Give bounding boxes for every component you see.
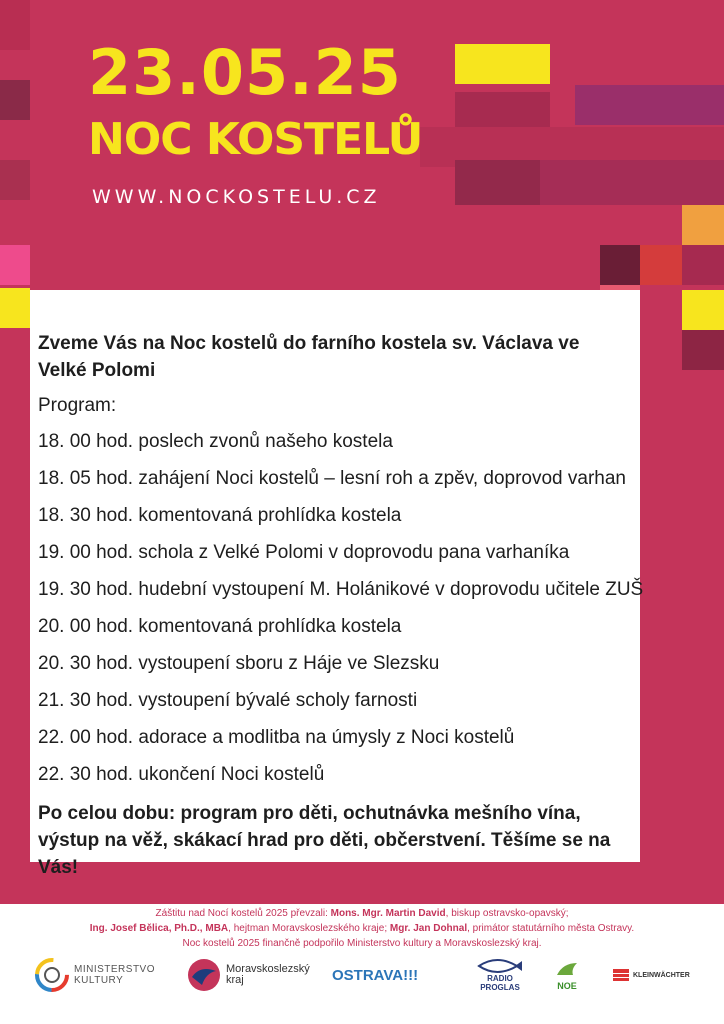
program-activity: vystoupení bývalé scholy farnosti: [138, 690, 418, 711]
program-row: [38, 650, 628, 687]
program-row: [38, 613, 628, 650]
program-time: 21. 30 hod.: [38, 690, 134, 711]
program-content: [38, 330, 644, 881]
program-time: 22. 00 hod.: [38, 727, 134, 748]
program-row: [38, 502, 628, 539]
program-row: [38, 576, 644, 613]
printing-icon: [612, 967, 630, 983]
program-time: 19. 00 hod.: [38, 542, 134, 563]
program-row: [38, 687, 628, 724]
dove-icon: [553, 959, 581, 981]
program-activity: schola z Velké Polomi v doprovodu pana varhaníka: [138, 542, 570, 563]
program-row: [38, 465, 628, 502]
program-row: [38, 539, 628, 576]
left-border: [0, 280, 30, 900]
sponsor-logos: [30, 950, 700, 1000]
noe-logo: NOE: [542, 950, 592, 1000]
ministry-of-culture-logo: MINISTERSTVO KULTURY: [34, 950, 164, 1000]
region-emblem-icon: [186, 957, 222, 993]
program-time: 18. 05 hod.: [38, 468, 134, 489]
program-activity: ukončení Noci kostelů: [138, 764, 325, 785]
event-title: NOC KOSTELŮ: [88, 114, 423, 165]
program-row: [38, 761, 628, 798]
program-time: 19. 30 hod.: [38, 579, 134, 600]
program-activity: poslech zvonů našeho kostela: [138, 431, 393, 452]
program-activity: zahájení Noci kostelů – lesní roh a zpěv, doprovod varhan: [138, 468, 626, 489]
website-link[interactable]: WWW.NOCKOSTELU.CZ: [92, 186, 381, 208]
program-activity: hudební vystoupení M. Holánikové v doprovodu učitele ZUŠ: [138, 579, 644, 600]
footer-note: Po celou dobu: program pro děti, ochutnávka mešního vína, výstup na věž, skákací hrad pro děti, občerstvení. Těšíme se na Vás!: [38, 803, 611, 878]
program-time: 18. 30 hod.: [38, 505, 134, 526]
fish-icon: [477, 958, 523, 974]
program-activity: komentovaná prohlídka kostela: [138, 505, 402, 526]
program-activity: komentovaná prohlídka kostela: [138, 616, 402, 637]
program-label: Program:: [38, 395, 117, 416]
program-row: [38, 724, 628, 761]
radio-proglas-logo: RADIO PROGLAS: [460, 950, 540, 1000]
moravian-silesian-region-logo: Moravskoslezský kraj: [186, 950, 316, 1000]
program-activity: adorace a modlitba na úmysly z Noci kostelů: [138, 727, 515, 748]
program-row: [38, 428, 628, 465]
patronage-text: Záštitu nad Nocí kostelů 2025 převzali: Mons. Mgr. Martin David, biskup ostravsko-opavský; Ing. Josef Bělica, Ph.D., MBA, hejtman Moravskoslezského kraje; Mgr. Jan Dohnal, primátor statutárního města Ostravy. Noc kostelů 2025 finančně podpořilo Ministerstvo kultury a Moravskoslezský kraj.: [89, 908, 635, 949]
ostrava-logo: OSTRAVA!!!: [332, 966, 419, 984]
invitation-text: Zveme Vás na Noc kostelů do farního kostela sv. Václava ve Velké Polomi: [38, 333, 580, 381]
program-time: 18. 00 hod.: [38, 431, 134, 452]
program-time: 20. 30 hod.: [38, 653, 134, 674]
program-activity: vystoupení sboru z Háje ve Slezsku: [138, 653, 440, 674]
program-time: 22. 30 hod.: [38, 764, 134, 785]
ministry-emblem-icon: [34, 957, 70, 993]
kleinwachter-logo: KLEINWÄCHTER: [612, 950, 702, 1000]
right-border: [640, 280, 724, 900]
event-date: 23.05.25: [88, 36, 402, 109]
program-time: 20. 00 hod.: [38, 616, 134, 637]
